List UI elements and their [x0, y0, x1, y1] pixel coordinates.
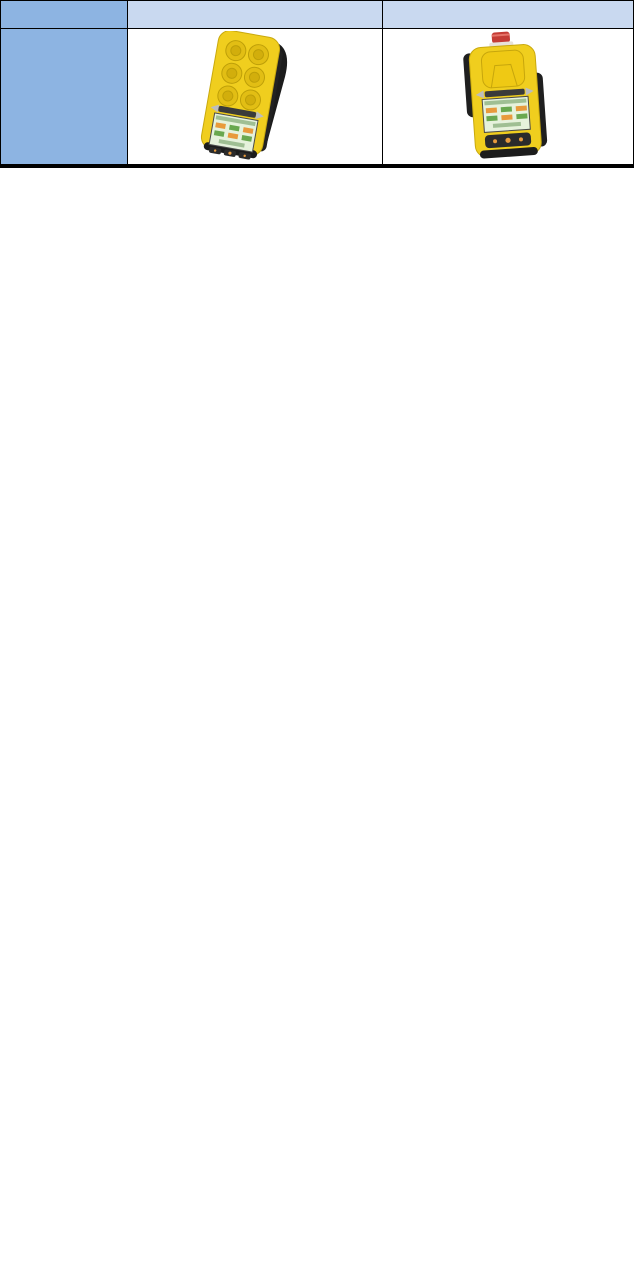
sketch-label: [1, 29, 127, 164]
device-b-top-panel: [481, 50, 525, 89]
header-product-model-label: [1, 1, 127, 28]
device-a-image: [128, 29, 382, 164]
header-series-b: [383, 1, 633, 28]
device-b-illustration: [392, 31, 624, 162]
device-a-screen: [209, 113, 258, 152]
device-b-image: [383, 29, 633, 164]
header-series-a: [128, 1, 382, 28]
spec-table-top-section: [1, 1, 633, 164]
spec-table-bottom-section: [1, 166, 633, 167]
device-a-illustration: [139, 31, 371, 162]
product-spec-table: [0, 0, 634, 168]
device-b-screen: [482, 96, 530, 132]
